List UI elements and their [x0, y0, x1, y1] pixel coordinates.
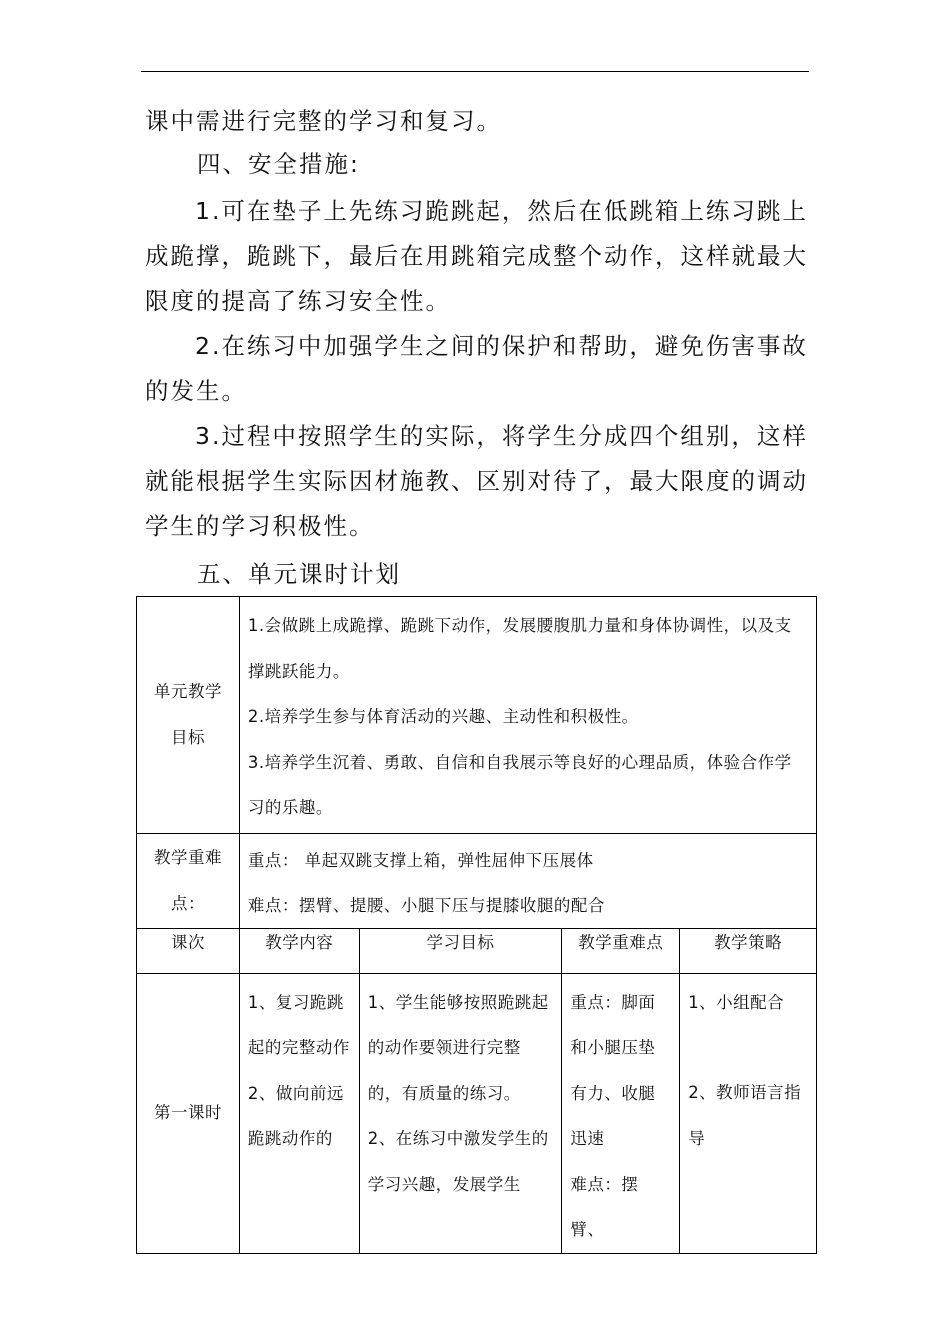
- header-strategy: 教学策略: [680, 928, 817, 973]
- section-5-heading: 五、单元课时计划: [197, 560, 401, 588]
- unit-goal-label: 单元教学 目标: [137, 597, 240, 834]
- key-difficulty-label: 教学重难 点：: [137, 833, 240, 928]
- goal-3: 3.培养学生沉着、勇敢、自信和自我展示等良好的心理品质，体验合作学习的乐趣。: [247, 752, 792, 817]
- key-difficulty-content: [239, 833, 816, 928]
- header-rule: [141, 71, 809, 72]
- header-lesson: 课次: [137, 928, 240, 973]
- unit-lesson-plan-table: [136, 596, 817, 1254]
- lesson-content: 1、复习跪跳起的完整动作 2、做向前远跪跳动作的: [239, 973, 359, 1253]
- section-4-heading: 四、安全措施:: [197, 150, 360, 178]
- unit-goal-row: [137, 597, 817, 834]
- lesson-name: 第一课时: [137, 973, 240, 1253]
- difficulty-point: 难点：摆臂、提腰、小腿下压与提膝收腿的配合: [247, 895, 605, 915]
- header-objective: 学习目标: [359, 928, 562, 973]
- goal-2: 2.培养学生参与体育活动的兴趣、主动性和积极性。: [247, 707, 639, 726]
- lesson-objective: 1、学生能够按照跪跳起的动作要领进行完整的，有质量的练习。 2、在练习中激发学生的学习兴趣，发展学生: [359, 973, 562, 1253]
- table-header-row: [137, 928, 817, 973]
- header-key-points: 教学重难点: [562, 928, 680, 973]
- lesson-key-points: 重点：脚面和小腿压垫有力、收腿迅速 难点：摆臂、: [562, 973, 680, 1253]
- table-row: [137, 973, 817, 1253]
- key-point: 重点： 单起双跳支撑上箱，弹性屈伸下压展体: [247, 850, 594, 870]
- safety-item-2: 2.在练习中加强学生之间的保护和帮助，避免伤害事故的发生。: [145, 332, 808, 405]
- safety-item-3: 3.过程中按照学生的实际，将学生分成四个组别，这样就能根据学生实际因材施教、区别对待了，最大限度的调动学生的学习积极性。: [145, 422, 808, 540]
- continuation-line: 课中需进行完整的学习和复习。: [145, 107, 502, 135]
- lesson-strategy: 1、小组配合 2、教师语言指导: [680, 973, 817, 1253]
- safety-item-1: 1.可在垫子上先练习跪跳起，然后在低跳箱上练习跳上成跪撑，跪跳下，最后在用跳箱完成整个动作，这样就最大限度的提高了练习安全性。: [145, 197, 808, 315]
- key-difficulty-row: [137, 833, 817, 928]
- header-content: 教学内容: [239, 928, 359, 973]
- unit-goals: [239, 597, 816, 834]
- goal-1: 1.会做跳上成跪撑、跪跳下动作，发展腰腹肌力量和身体协调性，以及支撑跳跃能力。: [247, 616, 792, 681]
- safety-measures: [145, 189, 810, 549]
- body-text: [145, 99, 810, 144]
